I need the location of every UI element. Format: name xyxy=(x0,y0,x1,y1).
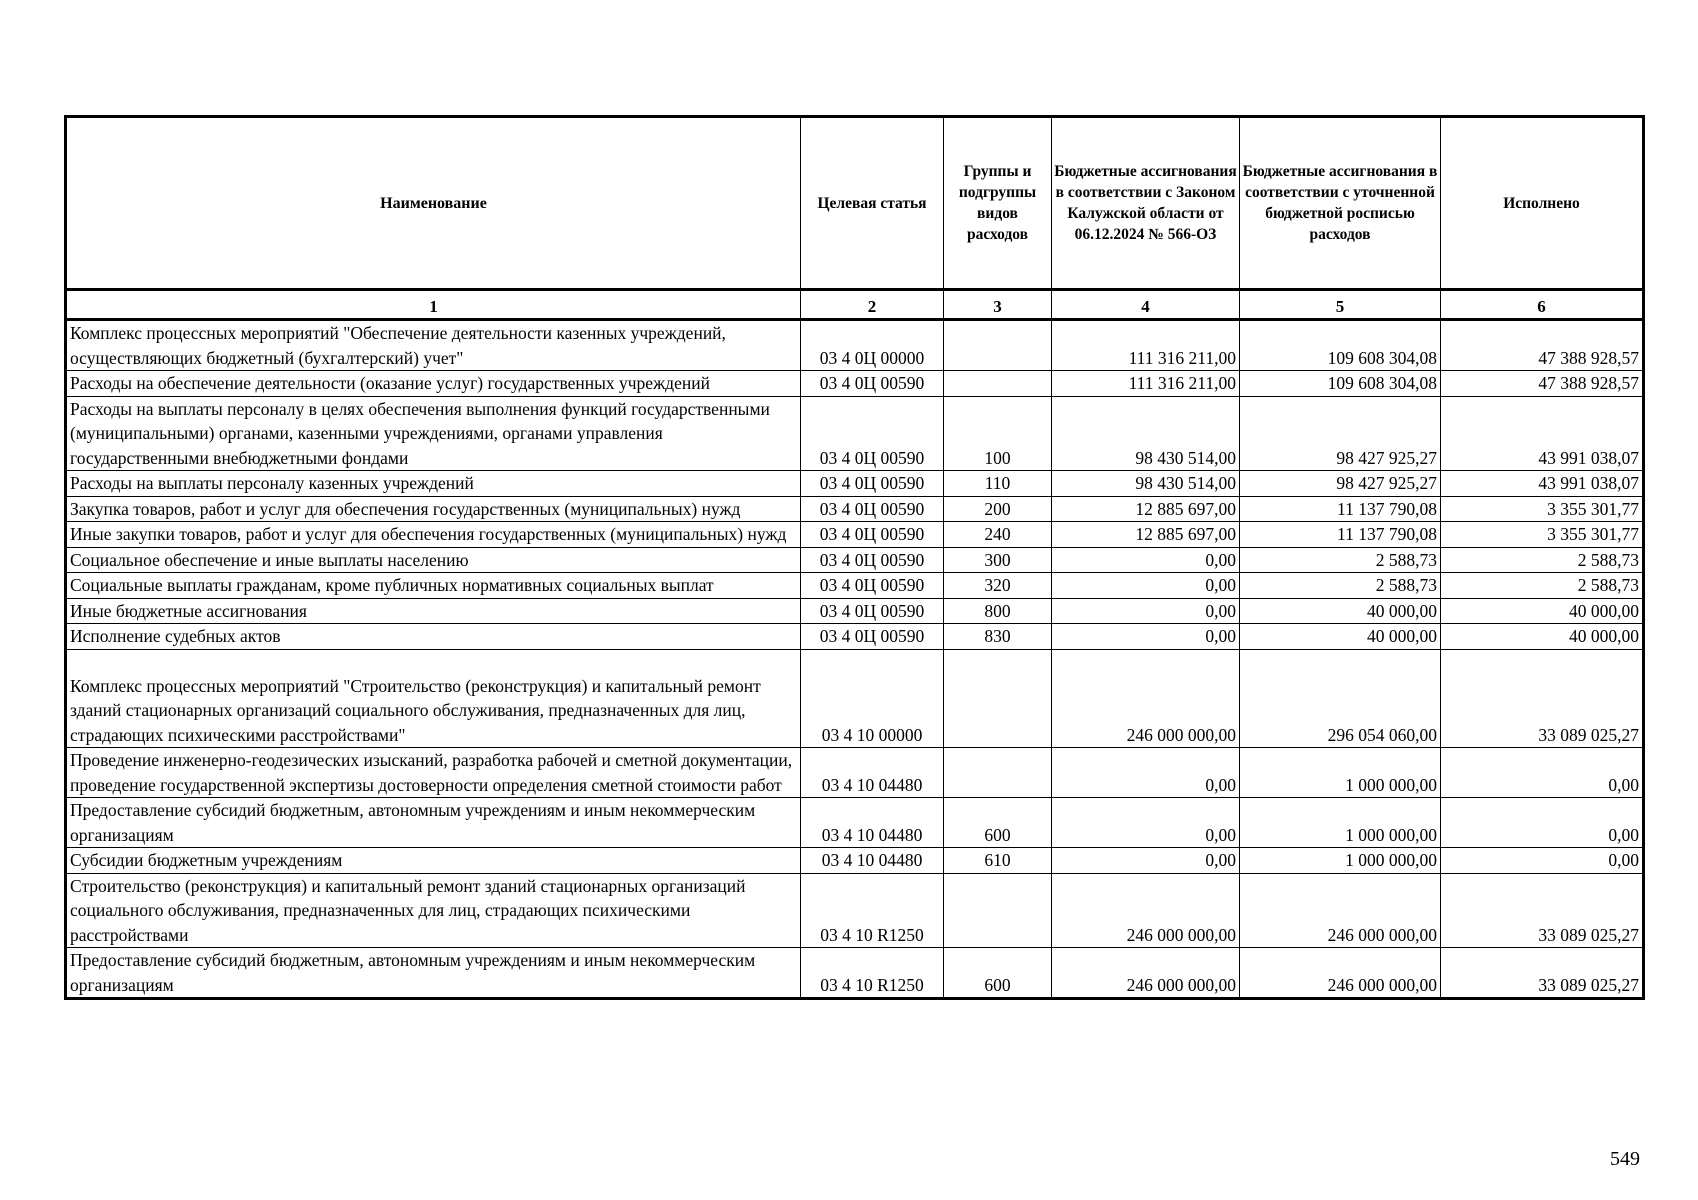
cell-name: Социальные выплаты гражданам, кроме публичных нормативных социальных выплат xyxy=(66,573,801,599)
header-name: Наименование xyxy=(66,117,801,290)
cell-executed: 40 000,00 xyxy=(1441,624,1644,650)
cell-group xyxy=(944,748,1052,798)
cell-refined: 2 588,73 xyxy=(1240,573,1441,599)
cell-code: 03 4 10 R1250 xyxy=(801,873,944,948)
table-row xyxy=(66,748,1644,798)
cell-executed: 2 588,73 xyxy=(1441,547,1644,573)
cell-law: 0,00 xyxy=(1052,848,1240,874)
cell-code: 03 4 0Ц 00590 xyxy=(801,598,944,624)
table-row xyxy=(66,649,1644,748)
cell-code: 03 4 10 R1250 xyxy=(801,948,944,999)
cell-name: Комплекс процессных мероприятий "Обеспечение деятельности казенных учреждений, осуществляющих бюджетный (бухгалтерский) учет" xyxy=(66,320,801,371)
cell-refined: 2 588,73 xyxy=(1240,547,1441,573)
table-row xyxy=(66,848,1644,874)
cell-refined: 246 000 000,00 xyxy=(1240,948,1441,999)
cell-law: 0,00 xyxy=(1052,598,1240,624)
cell-refined: 1 000 000,00 xyxy=(1240,848,1441,874)
cell-refined: 109 608 304,08 xyxy=(1240,371,1441,397)
column-number: 3 xyxy=(944,290,1052,320)
cell-refined: 296 054 060,00 xyxy=(1240,649,1441,748)
cell-refined: 40 000,00 xyxy=(1240,624,1441,650)
column-number-row xyxy=(66,290,1644,320)
cell-law: 12 885 697,00 xyxy=(1052,522,1240,548)
page-number: 549 xyxy=(1610,1148,1640,1170)
column-number: 6 xyxy=(1441,290,1644,320)
cell-code: 03 4 0Ц 00000 xyxy=(801,320,944,371)
cell-executed: 40 000,00 xyxy=(1441,598,1644,624)
column-number: 2 xyxy=(801,290,944,320)
cell-executed: 0,00 xyxy=(1441,848,1644,874)
cell-name: Иные закупки товаров, работ и услуг для обеспечения государственных (муниципальных) нужд xyxy=(66,522,801,548)
cell-group: 320 xyxy=(944,573,1052,599)
cell-group: 110 xyxy=(944,471,1052,497)
cell-code: 03 4 0Ц 00590 xyxy=(801,547,944,573)
header-groups: Группы и подгруппы видов расходов xyxy=(944,117,1052,290)
column-number: 1 xyxy=(66,290,801,320)
cell-group: 240 xyxy=(944,522,1052,548)
cell-group: 100 xyxy=(944,396,1052,471)
cell-group: 610 xyxy=(944,848,1052,874)
cell-law: 111 316 211,00 xyxy=(1052,371,1240,397)
cell-group: 800 xyxy=(944,598,1052,624)
cell-group: 600 xyxy=(944,948,1052,999)
header-refined: Бюджетные ассигнования в соответствии с уточненной бюджетной росписью расходов xyxy=(1240,117,1441,290)
cell-executed: 43 991 038,07 xyxy=(1441,396,1644,471)
cell-law: 12 885 697,00 xyxy=(1052,496,1240,522)
cell-name: Расходы на выплаты персоналу казенных учреждений xyxy=(66,471,801,497)
cell-group: 830 xyxy=(944,624,1052,650)
cell-group xyxy=(944,649,1052,748)
cell-executed: 33 089 025,27 xyxy=(1441,948,1644,999)
cell-code: 03 4 0Ц 00590 xyxy=(801,471,944,497)
cell-name: Строительство (реконструкция) и капитальный ремонт зданий стационарных организаций социального обслуживания, предназначенных для лиц, страдающих психическими расстройствами xyxy=(66,873,801,948)
cell-name: Проведение инженерно-геодезических изысканий, разработка рабочей и сметной документации, проведение государственной экспертизы достоверности определения сметной стоимости работ xyxy=(66,748,801,798)
cell-name: Закупка товаров, работ и услуг для обеспечения государственных (муниципальных) нужд xyxy=(66,496,801,522)
cell-name: Социальное обеспечение и иные выплаты населению xyxy=(66,547,801,573)
cell-name: Предоставление субсидий бюджетным, автономным учреждениям и иным некоммерческим организациям xyxy=(66,948,801,999)
cell-law: 111 316 211,00 xyxy=(1052,320,1240,371)
cell-code: 03 4 0Ц 00590 xyxy=(801,522,944,548)
header-row xyxy=(66,117,1644,290)
cell-code: 03 4 0Ц 00590 xyxy=(801,396,944,471)
table-row xyxy=(66,573,1644,599)
cell-group xyxy=(944,371,1052,397)
cell-refined: 40 000,00 xyxy=(1240,598,1441,624)
cell-name: Субсидии бюджетным учреждениям xyxy=(66,848,801,874)
cell-group xyxy=(944,320,1052,371)
cell-executed: 3 355 301,77 xyxy=(1441,522,1644,548)
table-row xyxy=(66,320,1644,371)
header-law: Бюджетные ассигнования в соответствии с Законом Калужской области от 06.12.2024 № 566-ОЗ xyxy=(1052,117,1240,290)
cell-law: 0,00 xyxy=(1052,624,1240,650)
cell-law: 0,00 xyxy=(1052,798,1240,848)
cell-executed: 0,00 xyxy=(1441,798,1644,848)
header-executed: Исполнено xyxy=(1441,117,1644,290)
cell-law: 98 430 514,00 xyxy=(1052,471,1240,497)
cell-executed: 33 089 025,27 xyxy=(1441,649,1644,748)
cell-law: 0,00 xyxy=(1052,573,1240,599)
cell-refined: 98 427 925,27 xyxy=(1240,471,1441,497)
cell-law: 246 000 000,00 xyxy=(1052,948,1240,999)
cell-law: 246 000 000,00 xyxy=(1052,873,1240,948)
cell-group: 600 xyxy=(944,798,1052,848)
table-row xyxy=(66,522,1644,548)
table-row xyxy=(66,948,1644,999)
cell-law: 246 000 000,00 xyxy=(1052,649,1240,748)
cell-code: 03 4 0Ц 00590 xyxy=(801,573,944,599)
table-row xyxy=(66,598,1644,624)
cell-refined: 98 427 925,27 xyxy=(1240,396,1441,471)
table-row xyxy=(66,371,1644,397)
column-number: 4 xyxy=(1052,290,1240,320)
table-row xyxy=(66,547,1644,573)
cell-executed: 47 388 928,57 xyxy=(1441,320,1644,371)
cell-code: 03 4 10 04480 xyxy=(801,798,944,848)
cell-refined: 246 000 000,00 xyxy=(1240,873,1441,948)
cell-code: 03 4 10 00000 xyxy=(801,649,944,748)
cell-refined: 11 137 790,08 xyxy=(1240,496,1441,522)
cell-refined: 11 137 790,08 xyxy=(1240,522,1441,548)
cell-code: 03 4 0Ц 00590 xyxy=(801,624,944,650)
cell-name: Исполнение судебных актов xyxy=(66,624,801,650)
cell-executed: 2 588,73 xyxy=(1441,573,1644,599)
cell-law: 98 430 514,00 xyxy=(1052,396,1240,471)
cell-executed: 3 355 301,77 xyxy=(1441,496,1644,522)
cell-refined: 109 608 304,08 xyxy=(1240,320,1441,371)
cell-code: 03 4 0Ц 00590 xyxy=(801,496,944,522)
cell-group: 300 xyxy=(944,547,1052,573)
cell-executed: 33 089 025,27 xyxy=(1441,873,1644,948)
cell-code: 03 4 10 04480 xyxy=(801,748,944,798)
cell-executed: 0,00 xyxy=(1441,748,1644,798)
cell-name: Расходы на выплаты персоналу в целях обеспечения выполнения функций государственными (муниципальными) органами, казенными учреждениями, органами управления государственными внебюджетными фондами xyxy=(66,396,801,471)
cell-refined: 1 000 000,00 xyxy=(1240,798,1441,848)
cell-law: 0,00 xyxy=(1052,547,1240,573)
column-number: 5 xyxy=(1240,290,1441,320)
table-row xyxy=(66,873,1644,948)
cell-name: Комплекс процессных мероприятий "Строительство (реконструкция) и капитальный ремонт зданий стационарных организаций социального обслуживания, предназначенных для лиц, страдающих психическими расстройствами" xyxy=(66,649,801,748)
budget-table xyxy=(64,115,1645,1000)
cell-name: Предоставление субсидий бюджетным, автономным учреждениям и иным некоммерческим организациям xyxy=(66,798,801,848)
table-row xyxy=(66,496,1644,522)
table-row xyxy=(66,624,1644,650)
cell-executed: 47 388 928,57 xyxy=(1441,371,1644,397)
table-row xyxy=(66,471,1644,497)
cell-code: 03 4 10 04480 xyxy=(801,848,944,874)
cell-name: Расходы на обеспечение деятельности (оказание услуг) государственных учреждений xyxy=(66,371,801,397)
cell-refined: 1 000 000,00 xyxy=(1240,748,1441,798)
cell-group: 200 xyxy=(944,496,1052,522)
cell-executed: 43 991 038,07 xyxy=(1441,471,1644,497)
table-row xyxy=(66,798,1644,848)
cell-group xyxy=(944,873,1052,948)
cell-code: 03 4 0Ц 00590 xyxy=(801,371,944,397)
header-target: Целевая статья xyxy=(801,117,944,290)
table-row xyxy=(66,396,1644,471)
cell-law: 0,00 xyxy=(1052,748,1240,798)
cell-name: Иные бюджетные ассигнования xyxy=(66,598,801,624)
